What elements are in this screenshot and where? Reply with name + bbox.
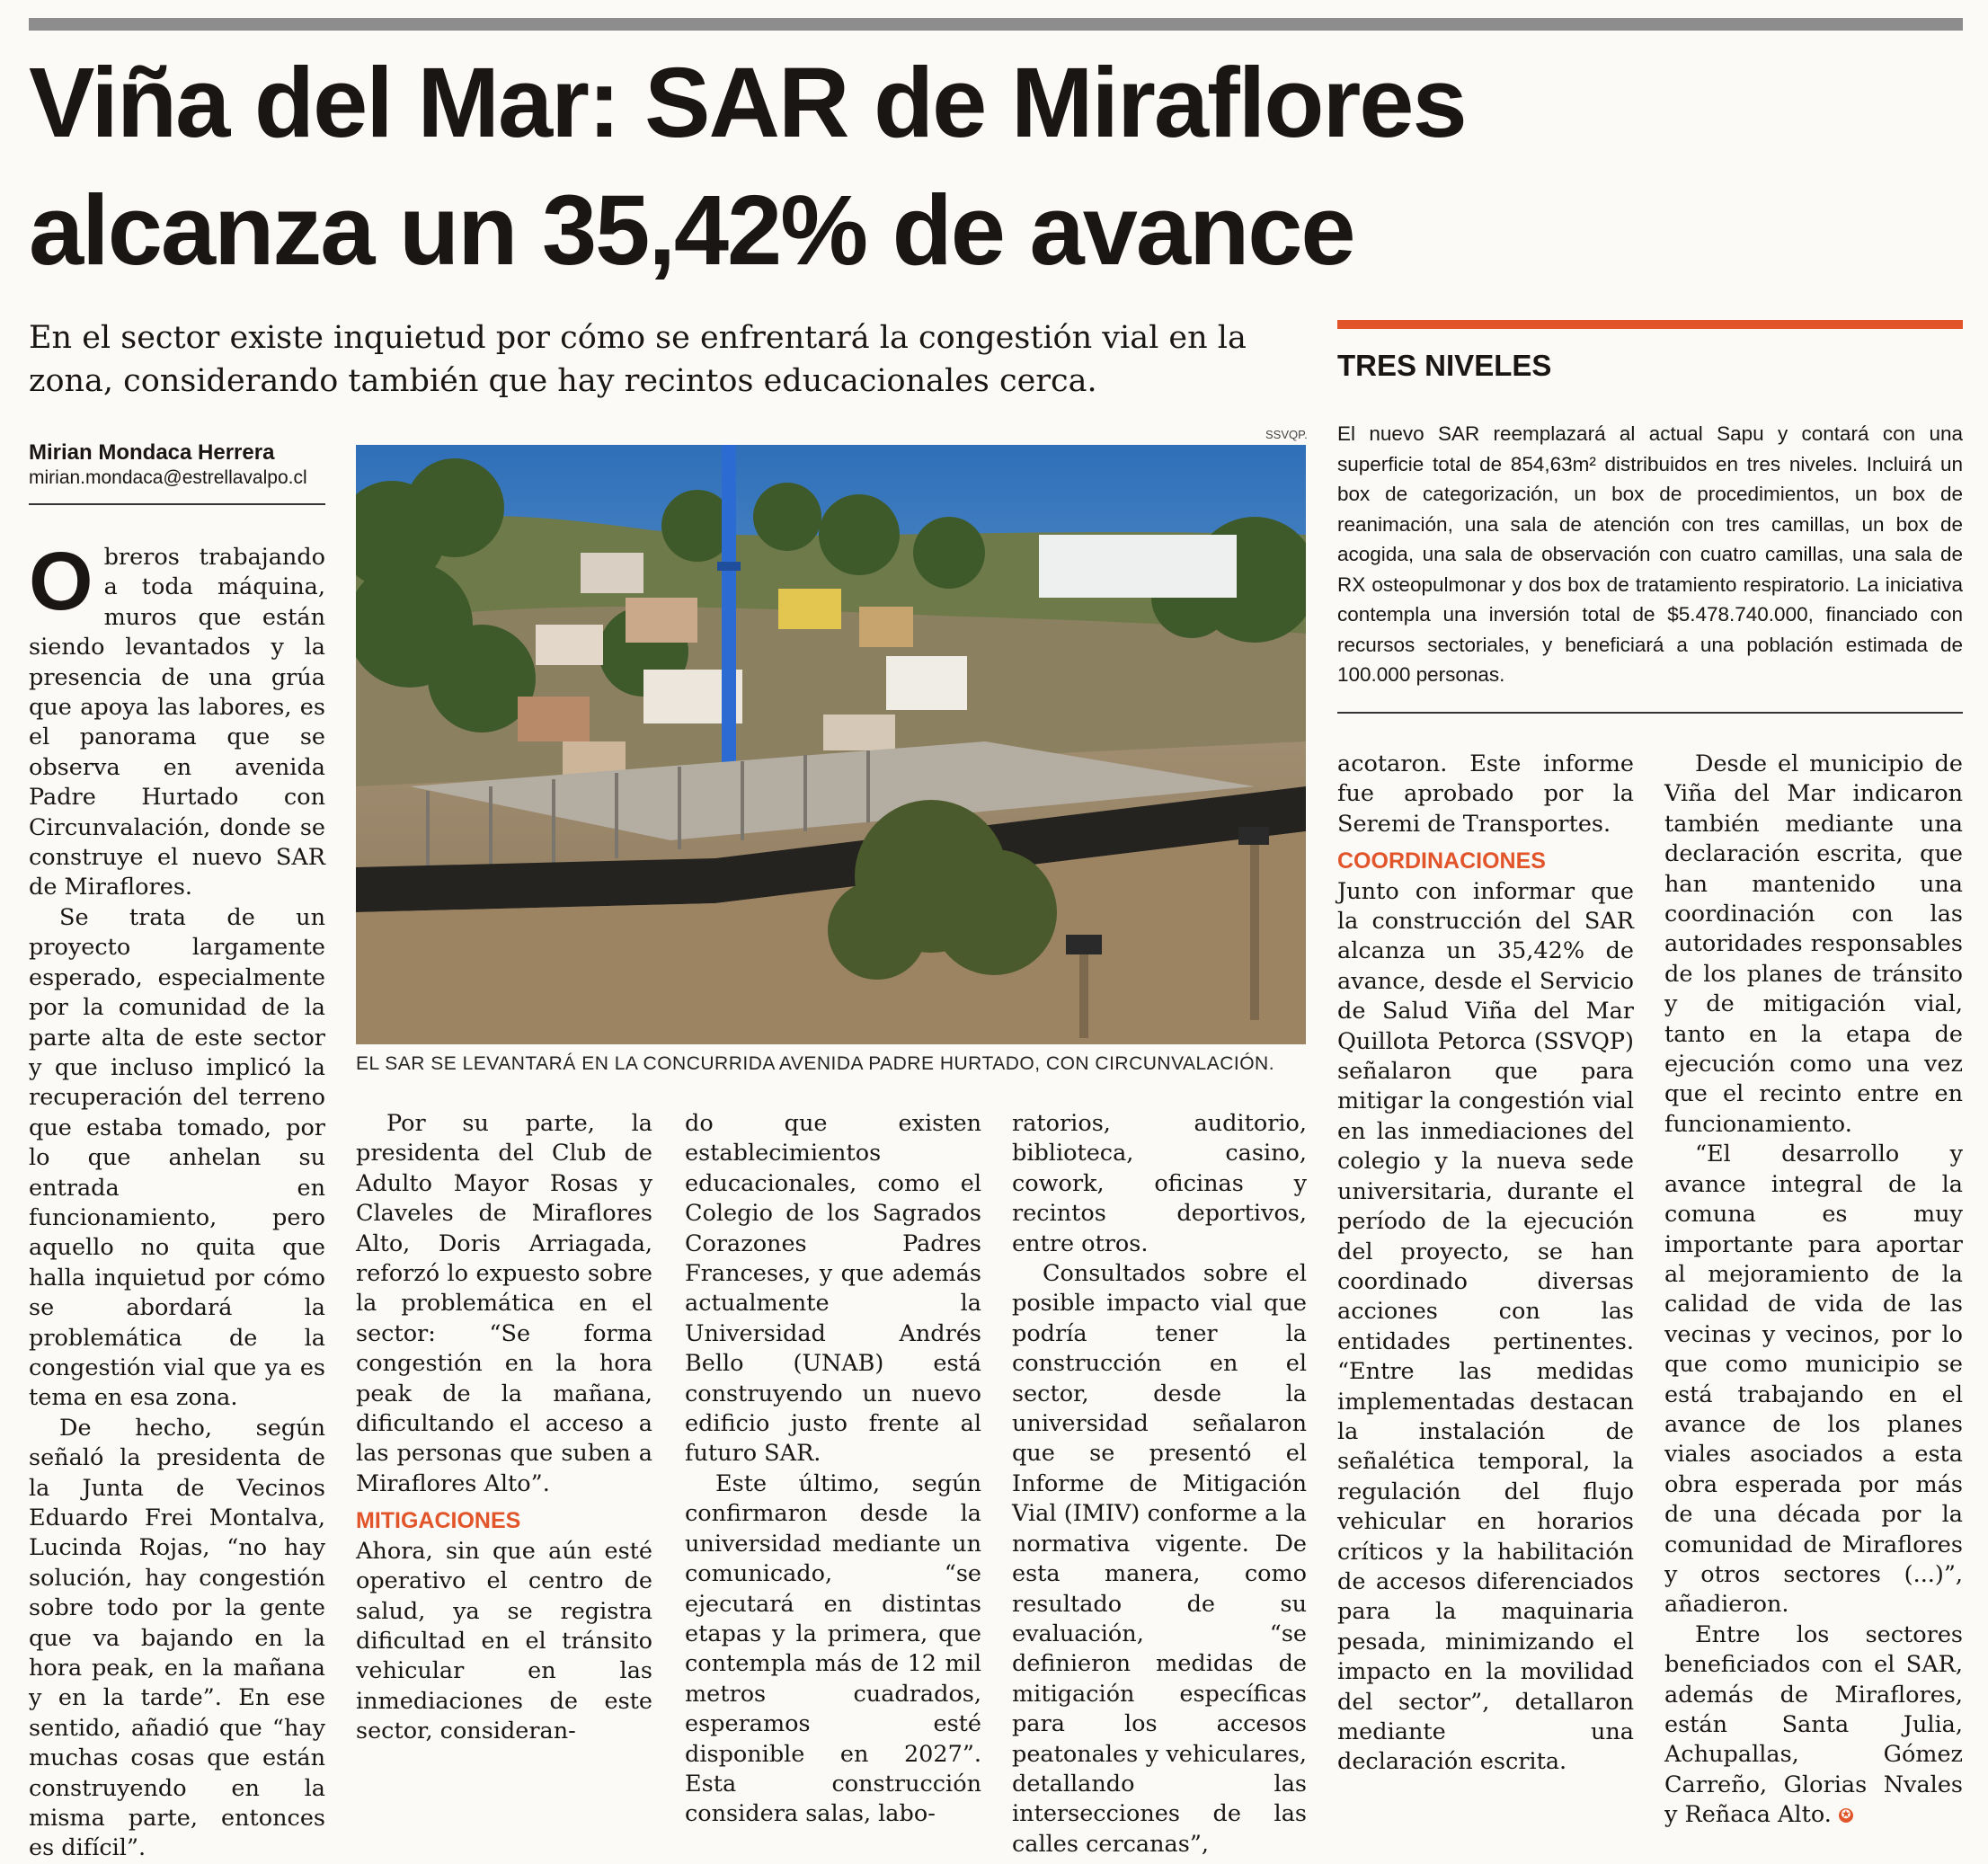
article-column-5 xyxy=(1337,750,1634,1778)
paragraph-text: Entre los sectores beneficiados con el SAR, además de Miraflores, están Santa Julia, Achupallas, Gómez Carreño, Glorias Nvales y Reñaca Alto. xyxy=(1664,1620,1963,1829)
photo-caption: EL SAR SE LEVANTARÁ EN LA CONCURRIDA AVENIDA PADRE HURTADO, CON CIRCUNVALACIÓN. xyxy=(356,1053,1275,1074)
end-of-article-icon: ✪ xyxy=(1839,1808,1853,1823)
construction-photo xyxy=(356,445,1306,1044)
headline-line-1: Viña del Mar: SAR de Miraflores xyxy=(29,48,1466,158)
paragraph: Ahora, sin que aún esté operativo el centro de salud, ya se registra dificultad en el tránsito vehicular en las inmediaciones de este sector, consideran- xyxy=(356,1537,652,1745)
subhead-coordinaciones: COORDINACIONES xyxy=(1337,848,1546,874)
paragraph-text: breros trabajando a toda máquina, muros que están siendo levantados y la presencia de una grúa que apoya las labores, es el panorama que se observa en avenida Padre Hurtado con Circunvalación, donde se construye el nuevo SAR de Miraflores. xyxy=(29,544,325,901)
byline-rule xyxy=(29,503,325,505)
photo-credit: SSVQP. xyxy=(1265,428,1308,441)
article-column-1 xyxy=(29,536,325,1864)
paragraph: Este último, según confirmaron desde la universidad mediante un comunicado, “se ejecutará en distintas etapas y la primera, que contempla más de 12 mil metros cuadrados, esperamos esté disponible en 2027”. Esta construcción considera salas, labo- xyxy=(685,1469,981,1828)
sidebar-accent-rule xyxy=(1337,320,1963,329)
byline-email: mirian.mondaca@estrellavalpo.cl xyxy=(29,467,307,488)
article-column-3 xyxy=(685,1109,981,1830)
paragraph: Consultados sobre el posible impacto vial que podría tener la construcción en el sector, desde la universidad señalaron que se presentó el Informe de Mitigación Vial (IMIV) conforme a la normativa vigente. De esta manera, como resultado de su evaluación, “se definieron medidas de mitigación específicas para los accesos peatonales y vehiculares, detallando las intersecciones de las calles cercanas”, xyxy=(1012,1260,1307,1858)
paragraph: De hecho, según señaló la presidenta de la Junta de Vecinos Eduardo Frei Montalva, Lucinda Rojas, “no hay solución, hay congestión sobre todo por la gente que va bajando en la hora peak, en la mañana y en la tarde”. En ese sentido, añadió que “hay muchas cosas que están construyendo en la misma parte, entonces es difícil”. xyxy=(29,1414,325,1862)
subhead-mitigaciones: MITIGACIONES xyxy=(356,1508,521,1534)
paragraph xyxy=(29,536,325,903)
paragraph: “El desarrollo y avance integral de la comuna es muy importante para aportar al mejoramiento de la calidad de vida de las vecinas y vecinos, por lo que como municipio se está trabajando en el avance de los planes viales asociados a esta obra esperada por más de una década por la comunidad de Miraflores y otros sectores (...)”, añadieron. xyxy=(1664,1141,1963,1619)
sidebar-body: El nuevo SAR reemplazará al actual Sapu y contará con una superficie total de 854,63m² distribuidos en tres niveles. Incluirá un box de categorización, un box de procedimientos, un box de reanimación, una sala de atención con tres camillas, un box de acogida, una sala de observación con cuatro camillas, una sala de RX osteopulmonar y dos box de tratamiento respiratorio. La iniciativa contempla una inversión total de $5.478.740.000, financiado con recursos sectoriales, y beneficiará a una población estimada de 100.000 personas. xyxy=(1337,422,1963,686)
byline-author: Mirian Mondaca Herrera xyxy=(29,440,275,465)
article-column-6 xyxy=(1664,750,1963,1831)
deck: En el sector existe inquietud por cómo se enfrentará la congestión vial en la zona, considerando también que hay recintos educacionales cerca. xyxy=(29,320,1247,399)
paragraph: do que existen establecimientos educacionales, como el Colegio de los Sagrados Corazones Padres Franceses, y que además actualmente la Universidad Andrés Bello (UNAB) está construyendo un nuevo edificio justo frente al futuro SAR. xyxy=(685,1110,981,1468)
paragraph: Por su parte, la presidenta del Club de Adulto Mayor Rosas y Claveles de Miraflores Alto, Doris Arriagada, reforzó lo expuesto sobre la problemática en el sector: “Se forma congestión en la hora peak de la mañana, dificultando el acceso a las personas que suben a Miraflores Alto”. xyxy=(356,1110,652,1497)
headline xyxy=(29,40,1736,295)
sidebar-title: TRES NIVELES xyxy=(1337,349,1552,382)
paragraph: Desde el municipio de Viña del Mar indicaron también mediante una declaración escrita, que han mantenido una coordinación con las autoridades responsables de los planes de tránsito y de mitigación vial, tanto en la etapa de ejecución como una vez que el recinto entre en funcionamiento. xyxy=(1664,750,1963,1138)
article-column-2 xyxy=(356,1109,652,1747)
paragraph: Junto con informar que la construcción del SAR alcanza un 35,42% de avance, desde el Servicio de Salud Viña del Mar Quillota Petorca (SSVQP) señalaron que para mitigar la congestión vial en las inmediaciones del colegio y la nueva sede universitaria, durante el período de la ejecución del proyecto, se han coordinado diversas acciones con las entidades pertinentes. “Entre las medidas implementadas destacan la instalación de señalética temporal, la regulación del flujo vehicular en horarios críticos y la habilitación de accesos diferenciados para la maquinaria pesada, minimizando el impacto en la movilidad del sector”, detallaron mediante una declaración escrita. xyxy=(1337,877,1634,1776)
article-column-4 xyxy=(1012,1109,1307,1860)
top-rule xyxy=(29,18,1963,31)
paragraph xyxy=(1664,1620,1963,1831)
sidebar-bottom-rule xyxy=(1337,712,1963,714)
drop-cap: O xyxy=(29,536,93,627)
paragraph: acotaron. Este informe fue aprobado por la Seremi de Transportes. xyxy=(1337,750,1634,838)
headline-line-2: alcanza un 35,42% de avance xyxy=(29,175,1354,286)
paragraph: ratorios, auditorio, biblioteca, casino, cowork, oficinas y recintos deportivos, entre otros. xyxy=(1012,1110,1307,1257)
paragraph: Se trata de un proyecto largamente esperado, especialmente por la comunidad de la parte alta de este sector y que incluso implicó la recuperación del terreno que estaba tomado, por lo que anhelan su entrada en funcionamiento, pero aquello no quita que halla inquietud por cómo se abordará la problemática de la congestión vial que ya es tema en esa zona. xyxy=(29,903,325,1412)
